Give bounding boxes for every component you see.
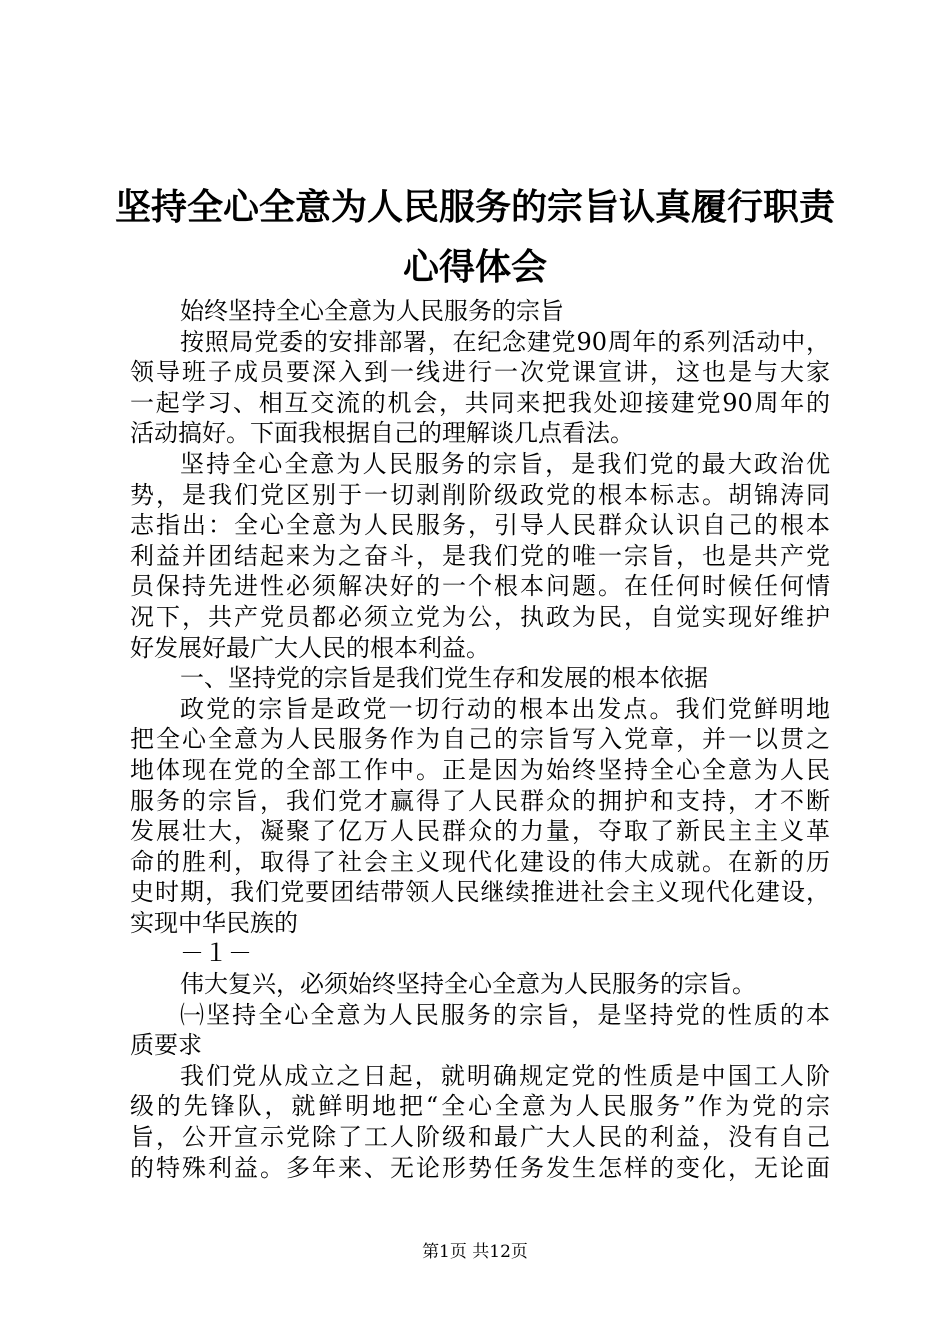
- text-line: 发展壮大，凝聚了亿万人民群众的力量，夺取了新民主主义革: [130, 817, 830, 846]
- text-line: 伟大复兴，必须始终坚持全心全意为人民服务的宗旨。: [180, 970, 756, 999]
- text-line: 政党的宗旨是政党一切行动的根本出发点。我们党鲜明地: [180, 694, 830, 723]
- text-line: 始终坚持全心全意为人民服务的宗旨: [180, 297, 564, 325]
- text-line: 质要求: [130, 1031, 202, 1060]
- text-line: 我们党从成立之日起，就明确规定党的性质是中国工人阶: [180, 1061, 830, 1090]
- text-line: 一、坚持党的宗旨是我们党生存和发展的根本依据: [180, 664, 708, 693]
- text-line: 况下，共产党员都必须立党为公，执政为民，自觉实现好维护: [130, 602, 830, 631]
- text-line: 按照局党委的安排部署，在纪念建党90周年的系列活动中，: [180, 327, 830, 356]
- text-line: 实现中华民族的: [130, 908, 298, 937]
- text-line: 旨，公开宣示党除了工人阶级和最广大人民的利益，没有自己: [130, 1123, 830, 1152]
- text-line: 领导班子成员要深入到一线进行一次党课宣讲，这也是与大家: [130, 358, 830, 387]
- text-line: 地体现在党的全部工作中。正是因为始终坚持全心全意为人民: [130, 755, 830, 784]
- text-line: 坚持全心全意为人民服务的宗旨，是我们党的最大政治优: [180, 449, 830, 478]
- text-line: 势，是我们党区别于一切剥削阶级政党的根本标志。胡锦涛同: [130, 480, 830, 509]
- text-line: 好发展好最广大人民的根本利益。: [130, 633, 490, 662]
- text-line: 员保持先进性必须解决好的一个根本问题。在任何时候任何情: [130, 572, 830, 601]
- text-line: 志指出：全心全意为人民服务，引导人民群众认识自己的根本: [130, 511, 830, 540]
- page-footer: 第1页 共12页: [422, 1242, 528, 1262]
- text-line: 命的胜利，取得了社会主义现代化建设的伟大成就。在新的历: [130, 847, 830, 876]
- text-line: 把全心全意为人民服务作为自己的宗旨写入党章，并一以贯之: [130, 725, 830, 754]
- text-line: －１－: [180, 939, 252, 968]
- text-line: 一起学习、相互交流的机会，共同来把我处迎接建党90周年的: [130, 388, 830, 417]
- document-title-line-2: 心得体会: [402, 247, 547, 288]
- text-line: ㈠坚持全心全意为人民服务的宗旨，是坚持党的性质的本: [180, 1000, 830, 1029]
- text-line: 级的先锋队，就鲜明地把“全心全意为人民服务”作为党的宗: [130, 1092, 830, 1121]
- text-line: 的特殊利益。多年来、无论形势任务发生怎样的变化，无论面: [130, 1153, 830, 1182]
- text-line: 利益并团结起来为之奋斗，是我们党的唯一宗旨，也是共产党: [130, 541, 830, 570]
- text-line: 史时期，我们党要团结带领人民继续推进社会主义现代化建设，: [130, 878, 830, 907]
- document-title-line-1: 坚持全心全意为人民服务的宗旨认真履行职责: [114, 187, 835, 228]
- text-line: 服务的宗旨，我们党才赢得了人民群众的拥护和支持，才不断: [130, 786, 830, 815]
- document-body: [130, 296, 830, 1183]
- text-line: 活动搞好。下面我根据自己的理解谈几点看法。: [130, 419, 634, 448]
